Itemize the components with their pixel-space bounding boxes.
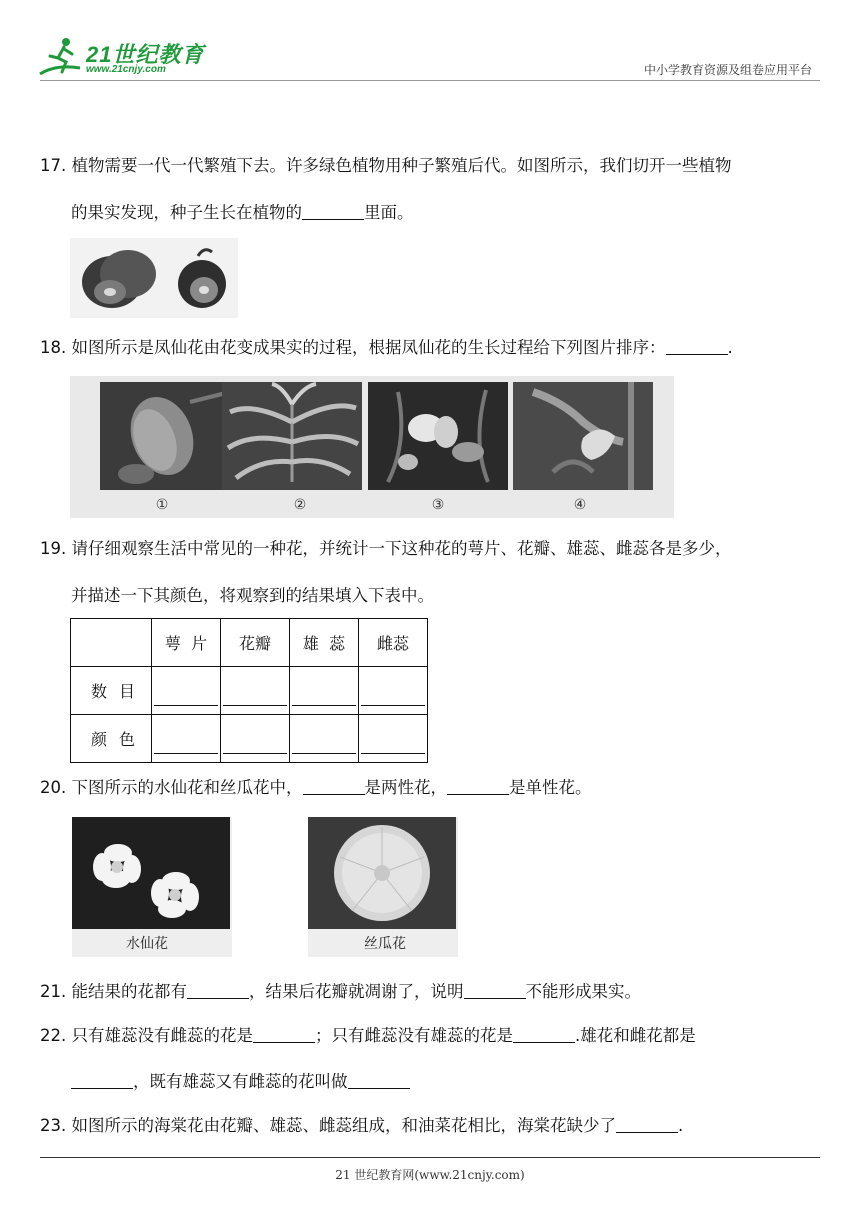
answer-blank[interactable] <box>303 777 365 795</box>
table-header-row <box>71 619 428 667</box>
observation-table <box>70 618 428 763</box>
question-number: 17. <box>40 156 67 175</box>
balsam-growth-figure <box>70 376 674 518</box>
kiwi-photo <box>70 238 238 318</box>
table-header-stamens: 雄 蕊 <box>290 619 359 667</box>
question-text: 里面。 <box>364 203 414 222</box>
row-label-count: 数目 <box>71 667 152 715</box>
table-header-sepals: 萼 片 <box>152 619 221 667</box>
question-text: 是两性花， <box>364 778 447 797</box>
answer-cell[interactable] <box>290 715 359 763</box>
question-end: . <box>727 338 733 357</box>
table-header-petals: 花瓣 <box>221 619 290 667</box>
answer-cell[interactable] <box>152 667 221 715</box>
question-number: 20. <box>40 778 67 797</box>
question-19 <box>40 537 732 561</box>
question-21 <box>40 980 641 1004</box>
answer-blank[interactable] <box>616 1115 678 1133</box>
answer-blank[interactable] <box>302 202 364 220</box>
question-text: 不能形成果实。 <box>525 982 641 1001</box>
question-text: 只有雄蕊没有雌蕊的花是 <box>71 1026 253 1045</box>
question-text: .雄花和雌花都是 <box>575 1026 696 1045</box>
answer-cell[interactable] <box>221 715 290 763</box>
answer-blank[interactable] <box>253 1025 315 1043</box>
site-logo <box>36 34 206 80</box>
runner-icon <box>36 34 86 80</box>
question-text: 植物需要一代一代繁殖下去。许多绿色植物用种子繁殖后代。如图所示，我们切开一些植物 <box>71 156 732 175</box>
balsam-photo-2 <box>222 382 362 490</box>
balsam-photo-1 <box>100 382 240 490</box>
question-text: 是单性花。 <box>509 778 592 797</box>
question-number: 21. <box>40 982 67 1001</box>
question-22-line2 <box>71 1070 410 1094</box>
question-number: 23. <box>40 1116 67 1135</box>
answer-cell[interactable] <box>152 715 221 763</box>
question-text: ，结果后花瓣就凋谢了，说明 <box>249 982 464 1001</box>
question-20 <box>40 776 592 800</box>
header-platform-text: 中小学教育资源及组卷应用平台 <box>643 63 812 77</box>
table-row <box>71 715 428 763</box>
balsam-photo-4 <box>513 382 653 490</box>
question-text: 如图所示的海棠花由花瓣、雄蕊、雌蕊组成，和油菜花相比，海棠花缺少了 <box>71 1116 616 1135</box>
table-row <box>71 667 428 715</box>
panel-label-3: ③ <box>431 497 445 513</box>
balsam-photo-3 <box>368 382 508 490</box>
caption-narcissus: 水仙花 <box>126 936 168 952</box>
answer-blank[interactable] <box>348 1071 410 1089</box>
panel-label-4: ④ <box>573 497 587 513</box>
question-17-line2 <box>71 201 414 225</box>
header-divider <box>40 80 820 81</box>
question-number: 22. <box>40 1026 67 1045</box>
row-label-color: 颜色 <box>71 715 152 763</box>
question-text: ，既有雄蕊又有雌蕊的花叫做 <box>133 1072 348 1091</box>
question-text: 下图所示的水仙花和丝瓜花中， <box>71 778 303 797</box>
question-22 <box>40 1024 696 1048</box>
table-header-pistils: 雌蕊 <box>359 619 428 667</box>
question-end: . <box>678 1116 684 1135</box>
question-number: 19. <box>40 539 67 558</box>
caption-luffa: 丝瓜花 <box>364 936 406 952</box>
question-number: 18. <box>40 338 67 357</box>
question-text: ；只有雌蕊没有雄蕊的花是 <box>315 1026 513 1045</box>
answer-blank[interactable] <box>447 777 509 795</box>
answer-cell[interactable] <box>359 715 428 763</box>
question-text: 如图所示是凤仙花由花变成果实的过程，根据凤仙花的生长过程给下列图片排序： <box>71 338 666 357</box>
logo-url: www.21cnjy.com <box>86 64 166 75</box>
answer-blank[interactable] <box>464 981 526 999</box>
answer-cell[interactable] <box>290 667 359 715</box>
question-17 <box>40 154 732 178</box>
question-23 <box>40 1114 683 1138</box>
answer-cell[interactable] <box>221 667 290 715</box>
logo-text: 21世纪教育 <box>86 42 205 67</box>
answer-blank[interactable] <box>71 1071 133 1089</box>
question-18 <box>40 336 733 360</box>
panel-label-2: ② <box>293 497 307 513</box>
footer-divider <box>40 1157 820 1158</box>
answer-blank[interactable] <box>187 981 249 999</box>
question-text: 的果实发现，种子生长在植物的 <box>71 203 302 222</box>
footer-text: 21 世纪教育网(www.21cnjy.com) <box>335 1168 525 1182</box>
narcissus-figure <box>72 817 232 957</box>
panel-label-1: ① <box>155 497 169 513</box>
table-corner-cell <box>71 619 152 667</box>
question-text: 请仔细观察生活中常见的一种花，并统计一下这种花的萼片、花瓣、雄蕊、雌蕊各是多少， <box>71 539 732 558</box>
luffa-figure <box>308 817 458 957</box>
question-text: 能结果的花都有 <box>71 982 187 1001</box>
question-19-line2: 并描述一下其颜色，将观察到的结果填入下表中。 <box>71 586 434 605</box>
answer-blank[interactable] <box>666 337 728 355</box>
answer-cell[interactable] <box>359 667 428 715</box>
answer-blank[interactable] <box>513 1025 575 1043</box>
